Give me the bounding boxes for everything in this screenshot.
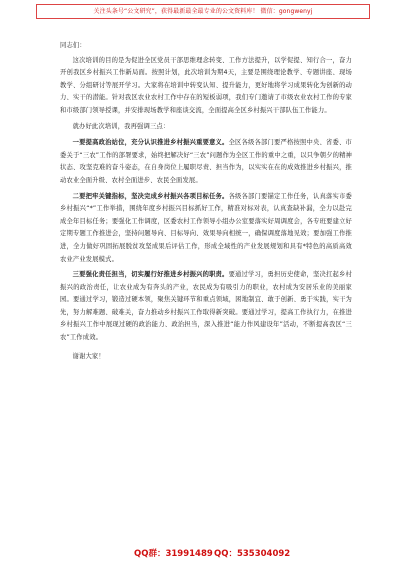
speech-body (60, 40, 352, 366)
point-two-heading: 二要把牢关键指标，坚决完成乡村振兴各项目标任务。 (72, 192, 229, 200)
point-two-body: 各级各部门要锚定工作任务，认真落实市委乡村振兴“*”工作举措，围绕年度乡村振兴目标抓好工作，精准对标对表，认真查缺补漏，全力以赴完成全年目标任务；要强化工作调度，区委农村工作领导小组办公室要落实好周调度会，各专班要建立好定期专题工作推进会，坚持问题导向、目标导向、效果导向相统一，确保调度落地见效；要加强工作推进，全力做好巩固拓展脱贫攻坚成果后评估工作，形成全域性的产业发展规划和具有*特色的高质高效农业产业发展模式。 (60, 192, 352, 263)
point-one-body: 全区各级各部门要严格按照中央、省委、市委关于“三农”工作的部署要求，始终把解决好“三农”问题作为全区工作的重中之重，以只争朝夕的精神状态、攻坚克难的奋斗姿态，在自身岗位上履职尽责、担当作为，以实实在在的成效推进乡村振兴，推动农业全面升级、农村全面进步、农民全面发展。 (60, 139, 352, 184)
point-one-paragraph (60, 137, 352, 187)
closing-line: 谢谢大家！ (72, 352, 105, 360)
point-two-paragraph (60, 191, 352, 267)
top-banner: 关注头条号“公文研究”，获得最新最全最专业的公文资料库！ 微信：gongwenyj (36, 4, 370, 19)
footer (0, 547, 408, 563)
intro-paragraph: 这次培训的目的是为促进全区党员干部思维理念转变、工作方法提升，以学促提、知行合一，奋力开创我区乡村振兴工作新局面。按照计划，此次培训为期4天，主要是围绕理论教学、专题讲座、现场教学、分组研讨等展开学习。大家将在培训中转变认知、提升能力，更好地将学习成果转化为创新的动力、实干的潜能。针对我区农业农村工作中存在的短板弱项，我们专门邀请了市级农业农村工作的专家和市级部门领导授课，并安排现场教学和座谈交流，全面提高全区乡村振兴干部队伍工作能力。 (60, 56, 352, 114)
point-three-paragraph (60, 269, 352, 345)
point-one-heading: 一要提高政治站位，充分认识推进乡村振兴重要意义。 (72, 139, 229, 147)
qq-number: QQ：535304092 (214, 549, 291, 559)
transition-line: 就办好此次培训，我再强调三点： (72, 122, 170, 130)
point-three-body: 要通过学习，勇担历史使命，坚决扛起乡村振兴的政治责任，让农业成为有奔头的产业，农民成为有吸引力的职业，农村成为安居乐业的美丽家园。要通过学习，锻造过硬本领，聚焦关键环节和重点领域，困地制宜、敢于创新、勇于实践，实干为先，努力解难题、破难关，奋力推动乡村振兴工作取得新突破。要通过学习，提高工作执行力，在推进乡村振兴工作中展现过硬的政治能力、政治担当，深入推进“能力作风建设年”活动，不断提高我区“三农”工作成效。 (60, 271, 352, 342)
greeting: 同志们： (60, 42, 86, 49)
qq-group-number: QQ群：31991489 (134, 549, 213, 559)
point-three-heading: 三要强化责任担当，切实履行好推进乡村振兴的职责。 (72, 271, 229, 279)
